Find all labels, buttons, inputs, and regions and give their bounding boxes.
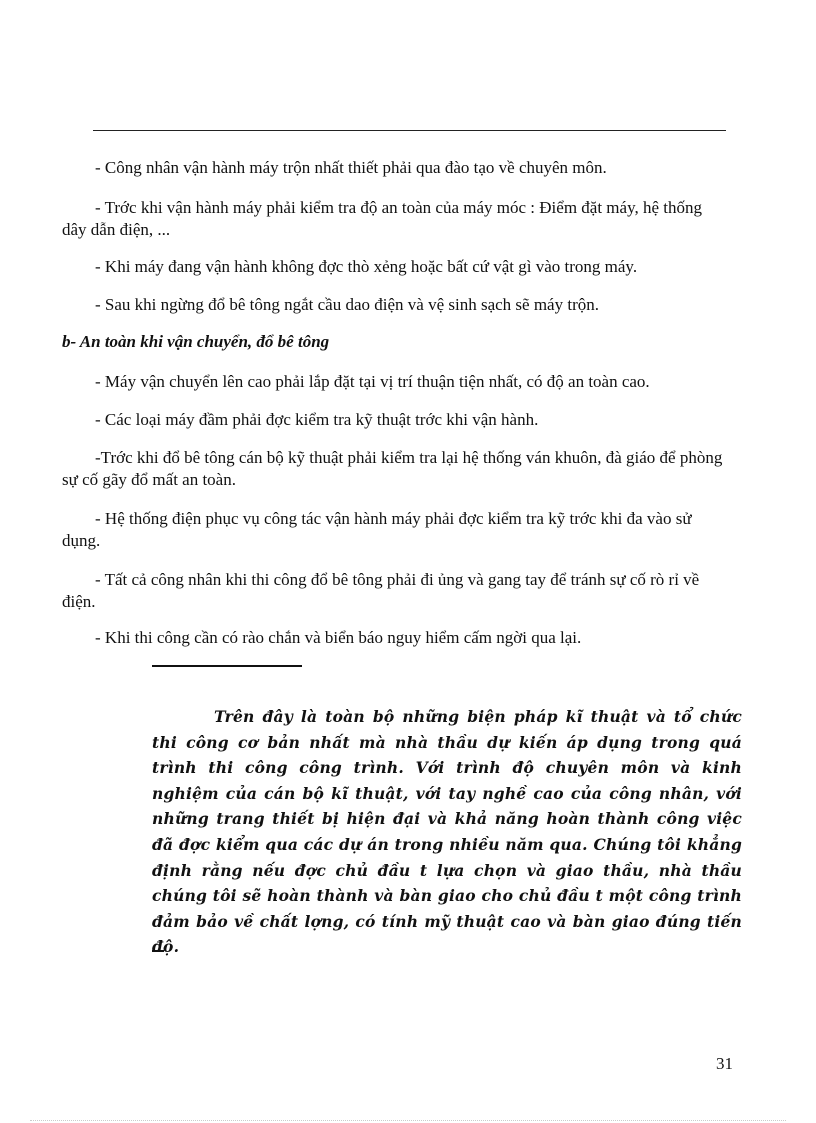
safety-item-pre-check: - Trớc khi vận hành máy phải kiểm tra độ an toàn của máy móc : Điểm đặt máy, hệ thống dây dẫn điện, ... xyxy=(62,198,702,239)
section-b-item: - Khi thi công cần có rào chắn và biển báo nguy hiểm cấm ngời qua lại. xyxy=(95,628,582,647)
section-divider xyxy=(152,665,302,667)
safety-item-operator-training: - Công nhân vận hành máy trộn nhất thiết phải qua đào tạo về chuyên môn. xyxy=(95,158,607,177)
page-bottom-border xyxy=(30,1120,786,1121)
closing-paragraph: Trên đây là toàn bộ những biện pháp kĩ thuật và tổ chức thi công cơ bản nhất mà nhà thầu dự kiến áp dụng trong quá trình thi công công trình. Với trình độ chuyên môn và kinh nghiệm của cán bộ kĩ thuật, với tay nghề cao của công nhân, với những trang thiết bị hiện đại và khả năng hoàn thành công việc đã đợc kiểm qua các dự án trong nhiều năm qua. Chúng tôi khẳng định rằng nếu đợc chủ đầu t lựa chọn và giao thầu, nhà thầu chúng tôi sẽ hoàn thành và bàn giao cho chủ đầu t một công trình đảm bảo về chất lợng, có tính mỹ thuật cao và bàn giao đúng tiến độ. xyxy=(152,707,742,957)
section-b-item: - Máy vận chuyển lên cao phải lắp đặt tại vị trí thuận tiện nhất, có độ an toàn cao. xyxy=(95,372,650,391)
safety-item-no-shovel: - Khi máy đang vận hành không đợc thò xẻng hoặc bất cứ vật gì vào trong máy. xyxy=(95,257,638,276)
section-b-heading: b- An toàn khi vận chuyển, đổ bê tông xyxy=(62,332,330,351)
section-b-item: - Các loại máy đầm phải đợc kiểm tra kỹ thuật trớc khi vận hành. xyxy=(95,410,539,429)
section-b-item: -Trớc khi đổ bê tông cán bộ kỹ thuật phải kiểm tra lại hệ thống ván khuôn, đà giáo để phòng sự cố gãy đổ mất an toàn. xyxy=(62,448,723,489)
section-b-item: - Tất cả công nhân khi thi công đổ bê tông phải đi ủng và gang tay để tránh sự cố rò rỉ về điện. xyxy=(62,570,700,611)
page-number: 31 xyxy=(716,1054,733,1073)
safety-item-power-off: - Sau khi ngừng đổ bê tông ngắt cầu dao điện và vệ sinh sạch sẽ máy trộn. xyxy=(95,295,599,314)
section-b-item: - Hệ thống điện phục vụ công tác vận hành máy phải đợc kiểm tra kỹ trớc khi đa vào sử dụng. xyxy=(62,509,692,550)
end-dash xyxy=(152,950,164,952)
header-rule xyxy=(93,130,726,131)
